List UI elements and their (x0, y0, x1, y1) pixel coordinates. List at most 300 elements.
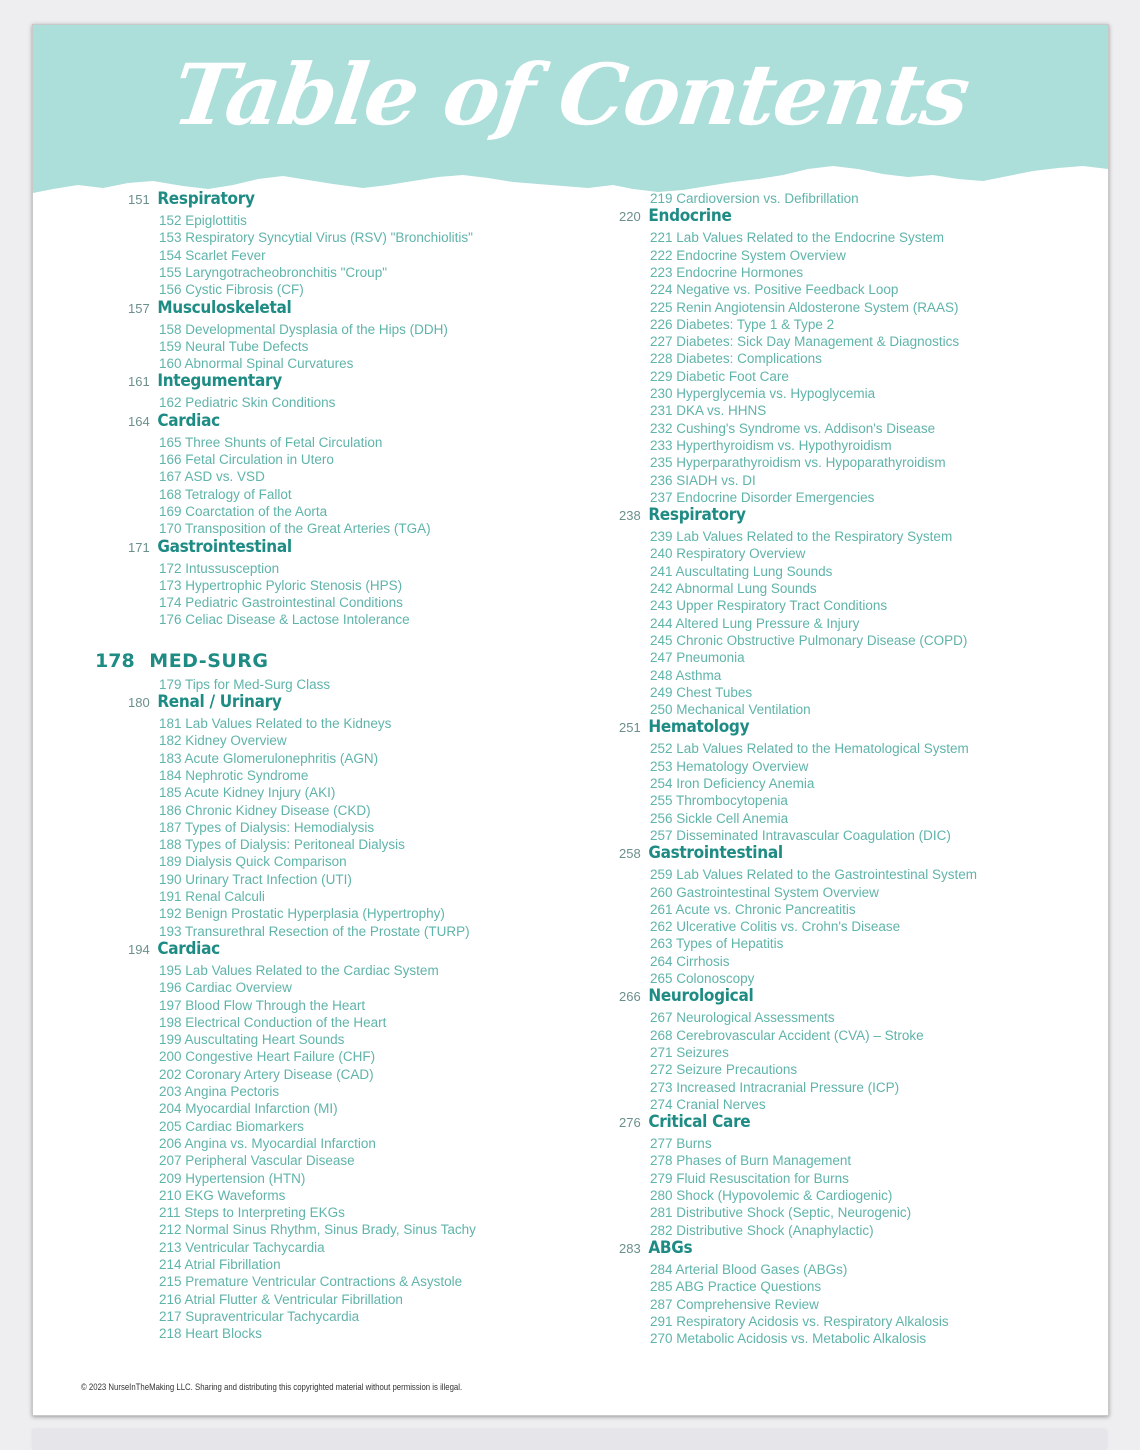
toc-entry[interactable] (650, 615, 859, 632)
toc-entry[interactable] (159, 264, 387, 281)
page-number: 267 (650, 1010, 673, 1026)
toc-entry[interactable] (650, 1330, 926, 1347)
page-number: 259 (650, 867, 673, 883)
toc-entry[interactable] (159, 394, 335, 411)
toc-entry[interactable] (159, 962, 439, 979)
page-number: 185 (159, 785, 182, 801)
page-number: 164 (128, 413, 150, 429)
toc-entry[interactable] (650, 1152, 851, 1169)
toc-entry[interactable] (650, 454, 946, 471)
toc-entry[interactable] (159, 451, 334, 468)
page-number: 282 (650, 1222, 673, 1238)
entry-title: Cardiac Overview (185, 980, 292, 996)
page-number: 277 (650, 1136, 673, 1152)
toc-entry[interactable] (159, 1273, 462, 1290)
entry-title: Chest Tubes (676, 684, 753, 700)
entry-title: Hematology Overview (676, 758, 809, 774)
page-number: 171 (128, 539, 150, 555)
page-number: 217 (159, 1308, 182, 1324)
entry-title: Normal Sinus Rhythm, Sinus Brady, Sinus Tachy (185, 1222, 476, 1238)
entry-title: Cardiac (157, 410, 220, 431)
toc-entry[interactable] (159, 676, 330, 693)
toc-section-heading[interactable] (128, 373, 282, 390)
toc-entry[interactable] (159, 503, 327, 520)
page-number: 247 (650, 650, 673, 666)
page-number: 256 (650, 810, 673, 826)
entry-title: Abnormal Spinal Curvatures (184, 356, 354, 372)
entry-title: Epiglottitis (185, 213, 247, 228)
page-number: 238 (619, 508, 641, 524)
entry-title: Diabetes: Complications (676, 351, 822, 367)
toc-section-heading[interactable] (619, 1237, 693, 1258)
toc-entry[interactable] (650, 649, 745, 666)
page-number: 157 (128, 300, 150, 316)
toc-entry[interactable] (650, 758, 808, 775)
entry-title: Lab Values Related to the Gastrointestinal System (676, 867, 977, 883)
entry-title: Cranial Nerves (676, 1096, 766, 1112)
page-number: 204 (159, 1101, 182, 1117)
toc-entry[interactable] (650, 632, 967, 649)
page-number: 222 (650, 247, 673, 263)
toc-entry[interactable] (650, 281, 898, 298)
toc-entry[interactable] (159, 247, 266, 264)
page-number: 186 (159, 802, 182, 818)
page-number: 153 (159, 230, 182, 246)
entry-title: Hypertension (HTN) (185, 1170, 306, 1186)
toc-entry[interactable] (159, 1152, 355, 1169)
entry-title: Endocrine Hormones (676, 264, 804, 280)
toc-entry[interactable] (159, 486, 292, 503)
toc-entry[interactable] (650, 866, 977, 883)
toc-entry[interactable] (159, 434, 382, 451)
toc-entry[interactable] (650, 190, 859, 207)
toc-entry[interactable] (159, 715, 391, 732)
toc-entry[interactable] (159, 321, 448, 338)
entry-title: Hyperglycemia vs. Hypoglycemia (676, 386, 876, 401)
entry-title: Lab Values Related to the Kidneys (185, 716, 392, 731)
page-number: 172 (159, 560, 182, 576)
toc-entry[interactable] (650, 1096, 766, 1113)
toc-entry[interactable] (159, 923, 470, 940)
page-number: 248 (650, 667, 673, 683)
entry-title: Mechanical Ventilation (676, 702, 811, 718)
page-number: 180 (128, 695, 150, 710)
toc-entry[interactable] (159, 767, 308, 784)
entry-title: Cerebrovascular Accident (CVA) – Stroke (676, 1027, 924, 1043)
page-number: 220 (619, 209, 641, 225)
toc-entry[interactable] (650, 1044, 729, 1061)
entry-title: Respiratory Acidosis vs. Respiratory Alkalosis (676, 1313, 949, 1329)
toc-entry[interactable] (159, 905, 445, 922)
toc-entry[interactable] (650, 953, 730, 970)
copyright-footer: © 2023 NurseInTheMaking LLC. Sharing and distributing this copyrighted material without permission is illegal. (81, 1382, 463, 1393)
toc-entry[interactable] (650, 1135, 712, 1152)
page-number: 170 (159, 521, 182, 537)
entry-title: Endocrine Disorder Emergencies (676, 489, 875, 505)
toc-section-heading[interactable] (619, 845, 783, 862)
entry-title: Gastrointestinal (648, 843, 783, 864)
next-page-edge (32, 1430, 1107, 1450)
page-number: 266 (619, 989, 641, 1005)
toc-entry[interactable] (650, 229, 944, 246)
page-number: 230 (650, 386, 673, 401)
toc-entry[interactable] (159, 1308, 359, 1325)
toc-entry[interactable] (159, 229, 473, 246)
entry-title: Hyperthyroidism vs. Hypothyroidism (676, 437, 892, 453)
entry-title: Supraventricular Tachycardia (185, 1308, 360, 1324)
toc-section-heading[interactable] (619, 507, 746, 524)
entry-title: Phases of Burn Management (676, 1153, 852, 1169)
toc-entry[interactable] (159, 1170, 305, 1187)
toc-entry[interactable] (159, 1014, 386, 1031)
entry-title: Types of Dialysis: Hemodialysis (185, 819, 375, 835)
page-number: 235 (650, 455, 673, 471)
page-number: 262 (650, 919, 673, 935)
toc-entry[interactable] (159, 281, 304, 298)
page-number: 205 (159, 1118, 182, 1134)
entry-title: Hematology (648, 717, 750, 738)
page-number: 273 (650, 1079, 673, 1095)
page-number: 219 (650, 191, 673, 206)
entry-title: Diabetes: Type 1 & Type 2 (676, 316, 835, 332)
entry-title: Increased Intracranial Pressure (ICP) (676, 1079, 900, 1095)
toc-entry[interactable] (650, 472, 756, 489)
toc-entry[interactable] (650, 1313, 949, 1330)
page-number: 265 (650, 971, 673, 986)
toc-part-heading[interactable] (95, 649, 269, 672)
entry-title: Iron Deficiency Anemia (676, 776, 815, 791)
page-number: 173 (159, 577, 182, 593)
page-number: 216 (159, 1291, 182, 1307)
toc-entry[interactable] (159, 871, 352, 888)
toc-section-heading[interactable] (128, 938, 220, 959)
entry-title: Cardioversion vs. Defibrillation (676, 191, 859, 206)
toc-entry[interactable] (650, 368, 789, 385)
toc-entry[interactable] (650, 580, 817, 597)
toc-entry[interactable] (650, 1027, 924, 1044)
toc-entry[interactable] (159, 732, 287, 749)
toc-entry[interactable] (650, 1187, 892, 1204)
page-number: 191 (159, 889, 182, 904)
toc-entry[interactable] (650, 545, 805, 562)
page-number: 176 (159, 612, 182, 628)
page-number: 178 (95, 649, 135, 672)
toc-entry[interactable] (650, 775, 814, 792)
toc-entry[interactable] (650, 402, 766, 419)
toc-entry[interactable] (650, 385, 875, 402)
toc-entry[interactable] (159, 468, 265, 485)
page-number: 284 (650, 1261, 673, 1277)
page-number: 194 (128, 941, 150, 957)
toc-entry[interactable] (650, 528, 952, 545)
toc-section-heading[interactable] (619, 719, 749, 736)
toc-section-heading[interactable] (128, 410, 220, 431)
entry-title: Negative vs. Positive Feedback Loop (676, 282, 899, 298)
page-number: 196 (159, 980, 182, 996)
toc-section-heading[interactable] (128, 191, 255, 208)
page-number: 168 (159, 486, 182, 502)
entry-title: Renal Calculi (185, 889, 265, 904)
entry-title: Hypertrophic Pyloric Stenosis (HPS) (185, 577, 403, 593)
entry-title: Gastrointestinal (157, 536, 292, 557)
entry-title: Asthma (675, 667, 722, 683)
page-number: 283 (619, 1240, 641, 1256)
toc-entry[interactable] (159, 1291, 403, 1308)
page-number: 227 (650, 334, 673, 350)
toc-entry[interactable] (650, 1222, 874, 1239)
page-number: 242 (650, 581, 673, 596)
toc-entry[interactable] (159, 594, 403, 611)
page-number: 181 (159, 716, 182, 731)
entry-title: Altered Lung Pressure & Injury (675, 615, 860, 631)
entry-title: Myocardial Infarction (MI) (185, 1101, 338, 1117)
toc-entry[interactable] (650, 935, 783, 952)
toc-entry[interactable] (650, 420, 935, 437)
toc-entry[interactable] (650, 918, 900, 935)
entry-title: Atrial Fibrillation (184, 1257, 281, 1272)
toc-entry[interactable] (159, 1239, 325, 1256)
toc-entry[interactable] (650, 1009, 835, 1026)
toc-entry[interactable] (650, 1296, 819, 1313)
page-number: 199 (159, 1032, 182, 1048)
toc-entry[interactable] (650, 316, 834, 333)
entry-title: Electrical Conduction of the Heart (185, 1014, 387, 1030)
page-number: 183 (159, 750, 182, 766)
entry-title: Critical Care (648, 1112, 751, 1133)
page-number: 243 (650, 598, 673, 614)
toc-entry[interactable] (159, 520, 431, 537)
page-number: 200 (159, 1049, 182, 1065)
toc-entry[interactable] (159, 997, 365, 1014)
entry-title: Endocrine System Overview (676, 247, 846, 263)
page-number: 274 (650, 1096, 673, 1112)
entry-title: Colonoscopy (676, 971, 755, 986)
entry-title: Acute vs. Chronic Pancreatitis (675, 901, 856, 917)
entry-title: Metabolic Acidosis vs. Metabolic Alkalosis (676, 1331, 927, 1347)
toc-entry[interactable] (650, 1061, 797, 1078)
toc-entry[interactable] (650, 437, 892, 454)
entry-title: Shock (Hypovolemic & Cardiogenic) (676, 1188, 893, 1203)
toc-entry[interactable] (650, 350, 822, 367)
entry-title: Chronic Obstructive Pulmonary Disease (COPD) (676, 632, 968, 648)
toc-entry[interactable] (650, 884, 879, 901)
page-number: 218 (159, 1326, 182, 1342)
page-number: 270 (650, 1331, 673, 1347)
entry-title: Hyperparathyroidism vs. Hypoparathyroidism (676, 455, 946, 471)
page-number: 187 (159, 819, 182, 835)
toc-entry[interactable] (650, 299, 958, 316)
toc-entry[interactable] (159, 1221, 476, 1238)
page-number: 253 (650, 758, 673, 774)
entry-title: Angina Pectoris (184, 1084, 280, 1099)
entry-title: Respiratory Syncytial Virus (RSV) "Bronchiolitis" (185, 230, 473, 246)
page-number: 291 (650, 1313, 673, 1329)
page-number: 206 (159, 1135, 182, 1151)
toc-entry[interactable] (159, 979, 292, 996)
entry-title: Chronic Kidney Disease (CKD) (185, 802, 371, 818)
page-number: 279 (650, 1170, 673, 1186)
entry-title: Comprehensive Review (676, 1296, 819, 1312)
toc-entry[interactable] (159, 1204, 345, 1221)
title-banner (33, 25, 1108, 205)
toc-entry[interactable] (159, 560, 279, 577)
entry-title: Diabetic Foot Care (676, 368, 789, 384)
page-number: 263 (650, 936, 673, 952)
toc-entry[interactable] (159, 853, 347, 870)
entry-title: ASD vs. VSD (184, 469, 265, 485)
page-number: 167 (159, 469, 182, 485)
page-number: 207 (159, 1153, 182, 1169)
page-number: 225 (650, 299, 673, 315)
toc-entry[interactable] (650, 1079, 899, 1096)
toc-entry[interactable] (159, 1118, 304, 1135)
page-number: 287 (650, 1296, 673, 1312)
toc-entry[interactable] (159, 819, 374, 836)
entry-title: Seizure Precautions (676, 1062, 798, 1078)
entry-title: Fluid Resuscitation for Burns (676, 1170, 849, 1186)
toc-section-heading[interactable] (128, 297, 292, 318)
toc-entry[interactable] (650, 333, 959, 350)
page-number: 156 (159, 282, 182, 298)
toc-entry[interactable] (650, 740, 969, 757)
toc-entry[interactable] (650, 489, 874, 506)
toc-section-heading[interactable] (619, 208, 732, 225)
toc-entry[interactable] (159, 1031, 344, 1048)
entry-title: Upper Respiratory Tract Conditions (676, 598, 888, 614)
page-number: 250 (650, 702, 673, 718)
toc-entry[interactable] (650, 247, 846, 264)
page-number: 160 (159, 356, 182, 372)
toc-entry[interactable] (650, 563, 832, 580)
entry-title: Neurological (648, 986, 754, 1007)
entry-title: Premature Ventricular Contractions & Asystole (185, 1274, 463, 1290)
toc-entry[interactable] (159, 1083, 279, 1100)
toc-section-heading[interactable] (619, 1114, 750, 1131)
entry-title: Disseminated Intravascular Coagulation (DIC) (676, 827, 951, 843)
toc-entry[interactable] (650, 970, 754, 987)
entry-title: Pediatric Skin Conditions (185, 395, 336, 411)
entry-title: Neural Tube Defects (185, 338, 309, 354)
page-number: 188 (159, 837, 182, 853)
page-number: 271 (650, 1044, 673, 1060)
page-number: 214 (159, 1257, 182, 1272)
toc-entry[interactable] (159, 1135, 376, 1152)
toc-entry[interactable] (159, 1066, 374, 1083)
entry-title: EKG Waveforms (185, 1187, 286, 1203)
entry-title: Developmental Dysplasia of the Hips (DDH) (185, 321, 448, 337)
toc-section-heading[interactable] (619, 988, 753, 1005)
page-number: 161 (128, 374, 150, 390)
toc-entry[interactable] (650, 1170, 849, 1187)
toc-section-heading[interactable] (128, 536, 292, 557)
toc-entry[interactable] (159, 784, 335, 801)
toc-entry[interactable] (159, 338, 308, 355)
page-number: 155 (159, 264, 182, 280)
entry-title: Transurethral Resection of the Prostate (TURP) (185, 923, 470, 939)
toc-entry[interactable] (650, 901, 856, 918)
page-number: 239 (650, 529, 673, 545)
page-number: 249 (650, 684, 673, 700)
toc-entry[interactable] (159, 1048, 375, 1065)
entry-title: Cirrhosis (676, 953, 730, 969)
entry-title: Cardiac Biomarkers (185, 1118, 304, 1134)
entry-title: Seizures (676, 1044, 729, 1060)
toc-entry[interactable] (650, 597, 887, 614)
toc-entry[interactable] (650, 810, 788, 827)
page-number: 240 (650, 546, 673, 562)
page-number: 192 (159, 906, 182, 922)
entry-title: Arterial Blood Gases (ABGs) (675, 1261, 848, 1277)
toc-entry[interactable] (159, 836, 405, 853)
page-number: 258 (619, 846, 641, 862)
entry-title: Neurological Assessments (676, 1010, 835, 1026)
page-number: 223 (650, 264, 673, 280)
toc-entry[interactable] (159, 1325, 262, 1342)
entry-title: Scarlet Fever (185, 247, 266, 263)
toc-section-heading[interactable] (128, 694, 282, 711)
toc-entry[interactable] (650, 1261, 847, 1278)
page-number: 261 (650, 901, 673, 917)
toc-entry[interactable] (159, 577, 402, 594)
toc-entry[interactable] (159, 212, 247, 229)
toc-entry[interactable] (650, 827, 951, 844)
entry-title: Heart Blocks (185, 1326, 262, 1342)
entry-title: Celiac Disease & Lactose Intolerance (185, 612, 410, 628)
entry-title: Respiratory (157, 189, 255, 209)
toc-entry[interactable] (159, 888, 265, 905)
entry-title: Intussusception (185, 560, 280, 576)
entry-title: Steps to Interpreting EKGs (184, 1205, 345, 1221)
toc-entry[interactable] (650, 1278, 821, 1295)
page-number: 158 (159, 321, 182, 337)
toc-entry[interactable] (650, 264, 803, 281)
page-number: 241 (650, 563, 673, 579)
page-number: 245 (650, 632, 673, 648)
toc-entry[interactable] (159, 750, 378, 767)
toc-entry[interactable] (650, 701, 811, 718)
entry-title: Diabetes: Sick Day Management & Diagnostics (676, 334, 960, 350)
page-number: 255 (650, 793, 673, 809)
page-number: 272 (650, 1062, 673, 1078)
entry-title: Integumentary (157, 371, 282, 392)
page-number: 195 (159, 962, 182, 978)
toc-entry[interactable] (159, 611, 410, 628)
page-number: 174 (159, 595, 182, 611)
toc-entry[interactable] (650, 1204, 911, 1221)
entry-title: Dialysis Quick Comparison (185, 854, 347, 870)
toc-entry[interactable] (159, 1256, 281, 1273)
page-number: 166 (159, 452, 182, 467)
entry-title: Lab Values Related to the Hematological System (676, 741, 969, 757)
entry-title: Thrombocytopenia (676, 793, 788, 809)
entry-title: ABGs (648, 1237, 693, 1258)
entry-title: Types of Dialysis: Peritoneal Dialysis (185, 837, 405, 853)
toc-entry[interactable] (159, 802, 371, 819)
toc-entry[interactable] (159, 1187, 285, 1204)
entry-title: Musculoskeletal (157, 297, 292, 318)
toc-entry[interactable] (159, 1100, 338, 1117)
toc-entry[interactable] (159, 355, 353, 372)
entry-title: Renin Angiotensin Aldosterone System (RAAS) (676, 299, 959, 315)
page-number: 231 (650, 403, 673, 419)
entry-title: Cushing's Syndrome vs. Addison's Disease (676, 420, 936, 436)
toc-entry[interactable] (650, 792, 788, 809)
toc-entry[interactable] (650, 684, 752, 701)
entry-title: Cystic Fibrosis (CF) (185, 282, 304, 298)
toc-entry[interactable] (650, 667, 721, 684)
entry-title: Burns (676, 1136, 712, 1152)
page-number: 202 (159, 1066, 182, 1082)
